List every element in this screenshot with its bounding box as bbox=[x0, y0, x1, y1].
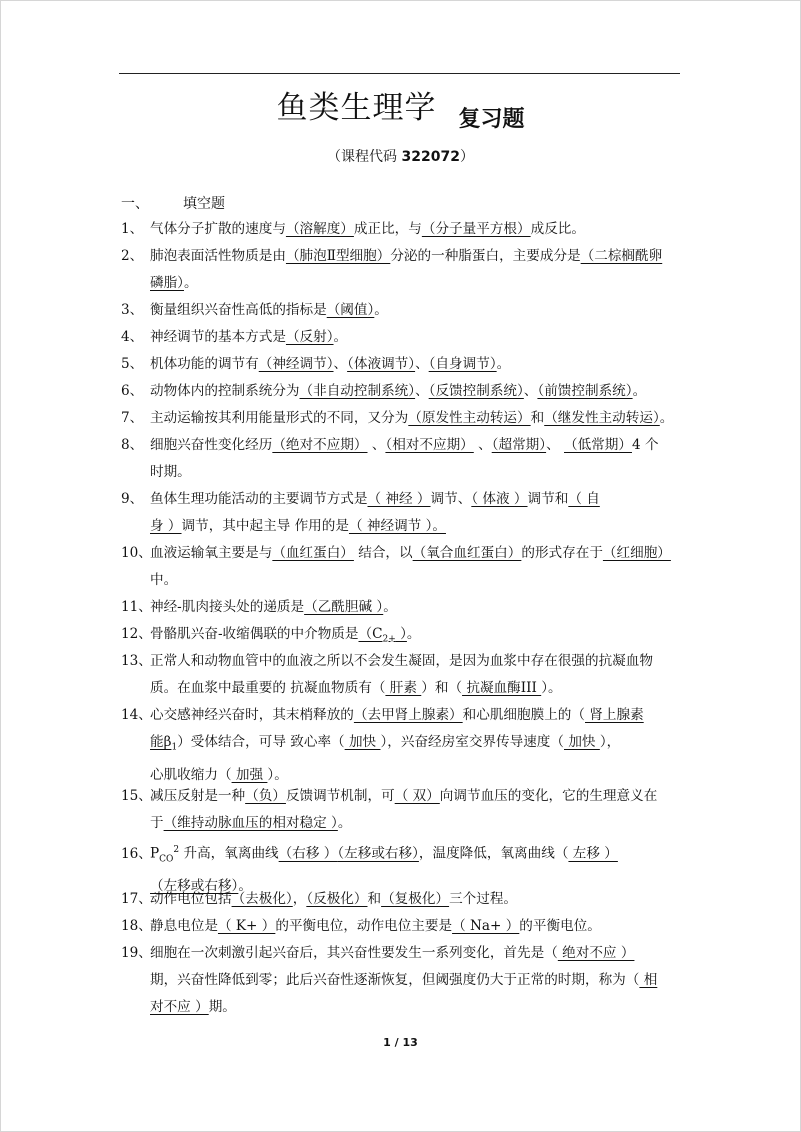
question-number: 6、 bbox=[121, 383, 144, 399]
answer: （负） bbox=[245, 788, 286, 804]
question-4: 4、 神经调节的基本方式是（反射）。 bbox=[121, 324, 681, 351]
question-number: 3、 bbox=[121, 302, 144, 318]
answer: （去甲肾上腺素） bbox=[353, 707, 463, 723]
course-code: 322072 bbox=[401, 149, 460, 165]
answer: 肾上腺素 bbox=[585, 707, 644, 723]
answer: （氧合血红蛋白） bbox=[412, 545, 522, 561]
question-number: 8、 bbox=[121, 437, 144, 453]
answer: （红细胞） bbox=[602, 545, 671, 561]
answer: 磷脂） bbox=[150, 275, 184, 291]
answer: （反射） bbox=[285, 329, 334, 345]
course-code-line bbox=[0, 146, 801, 166]
answer: （前馈控制系统） bbox=[537, 383, 633, 399]
title-sub: 复习题 bbox=[458, 107, 525, 132]
answer: （体液调节） bbox=[347, 356, 416, 372]
course-suffix: ） bbox=[459, 149, 474, 165]
question-18: 18、静息电位是（ K+ ）的平衡电位，动作电位主要是（ Na+ ）的平衡电位。 bbox=[121, 913, 681, 940]
answer: （左移或右移） bbox=[150, 878, 239, 895]
answer: （神经调节） bbox=[258, 356, 334, 372]
question-number: 9、 bbox=[121, 491, 144, 507]
answer: （ 自 bbox=[568, 491, 600, 507]
answer: （肺泡Ⅱ型细胞） bbox=[285, 248, 391, 264]
answer: （非自动控制系统） bbox=[299, 383, 416, 399]
answer: （相对不应期） bbox=[385, 437, 474, 453]
answer: （继发性主动转运） bbox=[544, 410, 660, 426]
section-heading bbox=[121, 193, 225, 213]
answer: 加强 bbox=[231, 766, 268, 783]
answer: （超常期） bbox=[491, 437, 547, 453]
question-8: 8、 细胞兴奋性变化经历（绝对不应期） 、（相对不应期） 、（超常期）、 （低常期）4 个 时期。 bbox=[121, 432, 681, 486]
question-14: 14、心交感神经兴奋时，其末梢释放的（去甲肾上腺素）和心肌细胞膜上的（ 肾上腺素 能$\beta_1$）受体结合，可导 致心率（ 加快 ），兴奋经房室交界传导速度（ 加快 ）， 心肌收缩力（ 加强 ）。 bbox=[121, 702, 681, 789]
question-7: 7、 主动运输按其利用能量形式的不同，又分为（原发性主动转运）和（继发性主动转运）。 bbox=[121, 405, 681, 432]
question-number: 2、 bbox=[121, 248, 144, 264]
document-title bbox=[0, 82, 801, 132]
answer: 身 ） bbox=[150, 518, 182, 534]
answer: （维持动脉血压的相对稳定 ） bbox=[163, 815, 338, 831]
answer: （乙酰胆碱 ） bbox=[304, 599, 384, 615]
section-title: 填空题 bbox=[183, 196, 225, 212]
answer: 对不应 ） bbox=[150, 999, 209, 1015]
answer: （自身调节） bbox=[428, 356, 497, 372]
answer: 相 bbox=[639, 972, 658, 988]
answer: （ K+ ） bbox=[217, 918, 276, 934]
question-number: 15、 bbox=[121, 788, 152, 804]
answer: （绝对不应期） bbox=[272, 437, 368, 453]
title-main: 鱼类生理学 bbox=[276, 90, 437, 126]
answer: （左移或右移） bbox=[337, 845, 419, 862]
question-19: 19、细胞在一次刺激引起兴奋后，其兴奋性要发生一系列变化，首先是（ 绝对不应 ） 期，兴奋性降低到零；此后兴奋性逐渐恢复，但阈强度仍大于正常的时期，称为（ 相 对不应 ）期。 bbox=[121, 940, 681, 1021]
question-11: 11、神经-肌肉接头处的递质是（乙酰胆碱 ）。 bbox=[121, 594, 681, 621]
answer: （复极化） bbox=[381, 891, 450, 907]
answer: （原发性主动转运） bbox=[408, 410, 531, 426]
question-5: 5、 机体功能的调节有（神经调节）、（体液调节）、（自身调节）。 bbox=[121, 351, 681, 378]
question-number: 17、 bbox=[121, 891, 152, 907]
question-number: 16、 bbox=[121, 845, 152, 862]
question-9: 9、 鱼体生理功能活动的主要调节方式是（ 神经 ）调节、（ 体液 ）调节和（ 自 身 ）调节，其中起主导 作用的是（ 神经调节 ）。 bbox=[121, 486, 681, 540]
page-number: 1 / 13 bbox=[383, 1036, 418, 1049]
answer: （ 双） bbox=[394, 788, 440, 804]
answer: 加快 bbox=[344, 734, 381, 750]
question-6: 6、 动物体内的控制系统分为（非自动控制系统）、（反馈控制系统）、（前馈控制系统）。 bbox=[121, 378, 681, 405]
question-15: 15、减压反射是一种（负）反馈调节机制，可（ 双）向调节血压的变化，它的生理意义在 于（维持动脉血压的相对稳定 ）。 bbox=[121, 783, 681, 837]
answer: （分子量平方根） bbox=[421, 221, 531, 237]
answer: （$C_{2+}$ ） bbox=[358, 626, 407, 645]
question-1: 1、 气体分子扩散的速度与（溶解度）成正比，与（分子量平方根）成反比。 bbox=[121, 216, 681, 243]
question-number: 18、 bbox=[121, 918, 152, 934]
answer: 加快 bbox=[564, 734, 600, 750]
question-number: 13、 bbox=[121, 653, 152, 669]
answer: （ Na+ ） bbox=[452, 918, 520, 934]
question-16: 16、$P_{CO}^2$ 升高，氧离曲线（右移 ）（左移或右移），温度降低，氧离曲线（ 左移 ） （左移或右移）。 bbox=[121, 837, 681, 900]
answer: 抗凝血酶III bbox=[462, 680, 542, 696]
question-13: 13、正常人和动物血管中的血液之所以不会发生凝固，是因为血浆中存在很强的抗凝血物 质。在血浆中最重要的 抗凝血物质有（ 肝素 ）和（ 抗凝血酶III ）。 bbox=[121, 648, 681, 702]
question-number: 7、 bbox=[121, 410, 144, 426]
answer: （ 体液 ） bbox=[471, 491, 528, 507]
top-rule bbox=[119, 73, 680, 74]
question-number: 4、 bbox=[121, 329, 144, 345]
answer: 左移 ） bbox=[568, 845, 618, 862]
answer: （ 神经调节 ）。 bbox=[348, 518, 446, 534]
answer: （二棕榈酰卵 bbox=[580, 248, 663, 264]
answer: （反馈控制系统） bbox=[428, 383, 524, 399]
answer: （血红蛋白） bbox=[272, 545, 354, 561]
question-number: 11、 bbox=[121, 599, 152, 615]
section-number: 一、 bbox=[121, 196, 149, 212]
question-number: 5、 bbox=[121, 356, 144, 372]
question-number: 14、 bbox=[121, 707, 152, 723]
answer: （阈值） bbox=[326, 302, 375, 318]
question-number: 12、 bbox=[121, 626, 152, 642]
question-2: 2、 肺泡表面活性物质是由（肺泡Ⅱ型细胞）分泌的一种脂蛋白，主要成分是（二棕榈酰卵 磷脂）。 bbox=[121, 243, 681, 297]
question-3: 3、 衡量组织兴奋性高低的指标是（阈值）。 bbox=[121, 297, 681, 324]
answer: （去极化） bbox=[231, 891, 293, 907]
answer: 绝对不应 ） bbox=[557, 945, 635, 961]
answer: （低常期） bbox=[564, 437, 632, 453]
course-prefix: （课程代码 bbox=[327, 149, 398, 165]
question-17: 17、动作电位包括（去极化），（反极化）和（复极化）三个过程。 bbox=[121, 886, 681, 913]
question-number: 1、 bbox=[121, 221, 144, 237]
answer: 能$\beta_1$ bbox=[150, 734, 178, 753]
question-number: 10、 bbox=[121, 545, 152, 561]
answer: （反极化） bbox=[306, 891, 368, 907]
question-number: 19、 bbox=[121, 945, 152, 961]
answer: （ 神经 ） bbox=[367, 491, 431, 507]
question-12: 12、骨骼肌兴奋-收缩偶联的中介物质是（$C_{2+}$ ）。 bbox=[121, 621, 681, 654]
answer: （右移 ） bbox=[278, 845, 338, 862]
question-10: 10、血液运输氧主要是与（血红蛋白） 结合，以（氧合血红蛋白）的形式存在于（红细胞） 中。 bbox=[121, 540, 681, 594]
answer: 肝素 bbox=[385, 680, 422, 696]
answer: （溶解度） bbox=[285, 221, 354, 237]
